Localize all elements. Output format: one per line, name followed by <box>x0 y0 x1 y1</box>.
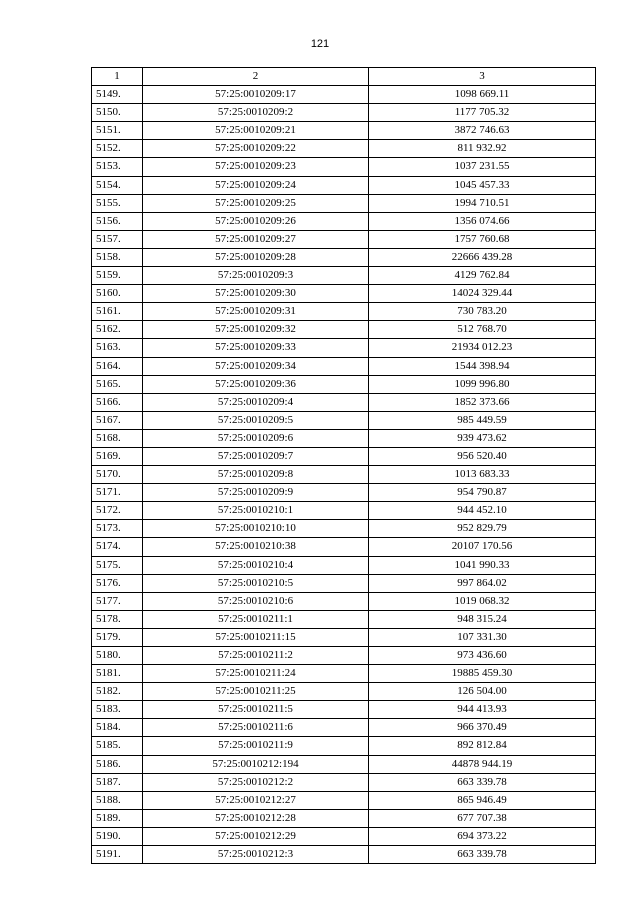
row-number-cell: 5161. <box>92 303 143 321</box>
table-row <box>92 303 596 321</box>
table-row <box>92 375 596 393</box>
row-number-cell: 5155. <box>92 194 143 212</box>
row-number-cell: 5185. <box>92 737 143 755</box>
table-row <box>92 556 596 574</box>
row-number-cell: 5183. <box>92 701 143 719</box>
cadastral-number-cell: 57:25:0010211:15 <box>143 628 369 646</box>
cadastral-number-cell: 57:25:0010209:31 <box>143 303 369 321</box>
row-number-cell: 5176. <box>92 574 143 592</box>
cadastral-value-cell: 512 768.70 <box>369 321 596 339</box>
cadastral-value-cell: 997 864.02 <box>369 574 596 592</box>
table-row <box>92 86 596 104</box>
table-row <box>92 104 596 122</box>
cadastral-value-cell: 811 932.92 <box>369 140 596 158</box>
cadastral-value-cell: 19885 459.30 <box>369 665 596 683</box>
table-row <box>92 484 596 502</box>
cadastral-value-cell: 865 946.49 <box>369 791 596 809</box>
cadastral-value-cell: 107 331.30 <box>369 628 596 646</box>
row-number-cell: 5180. <box>92 647 143 665</box>
table-row <box>92 502 596 520</box>
cadastral-number-cell: 57:25:0010210:6 <box>143 592 369 610</box>
cadastral-value-cell: 1019 068.32 <box>369 592 596 610</box>
cadastral-value-cell: 1177 705.32 <box>369 104 596 122</box>
cadastral-number-cell: 57:25:0010209:36 <box>143 375 369 393</box>
cadastral-value-cell: 1852 373.66 <box>369 393 596 411</box>
cadastral-value-cell: 1356 074.66 <box>369 212 596 230</box>
cadastral-number-cell: 57:25:0010209:8 <box>143 466 369 484</box>
cadastral-number-cell: 57:25:0010209:24 <box>143 176 369 194</box>
row-number-cell: 5157. <box>92 230 143 248</box>
cadastral-value-cell: 952 829.79 <box>369 520 596 538</box>
column-header-value: 3 <box>369 68 596 86</box>
table-row <box>92 321 596 339</box>
cadastral-value-cell: 677 707.38 <box>369 809 596 827</box>
table-row <box>92 393 596 411</box>
cadastral-value-cell: 4129 762.84 <box>369 267 596 285</box>
table-row <box>92 429 596 447</box>
table-row <box>92 267 596 285</box>
row-number-cell: 5154. <box>92 176 143 194</box>
table-row <box>92 628 596 646</box>
table-row <box>92 357 596 375</box>
cadastral-value-cell: 1099 996.80 <box>369 375 596 393</box>
cadastral-value-cell: 985 449.59 <box>369 411 596 429</box>
row-number-cell: 5189. <box>92 809 143 827</box>
cadastral-number-cell: 57:25:0010209:26 <box>143 212 369 230</box>
cadastral-number-cell: 57:25:0010212:29 <box>143 827 369 845</box>
table-row <box>92 665 596 683</box>
row-number-cell: 5168. <box>92 429 143 447</box>
cadastral-number-cell: 57:25:0010210:1 <box>143 502 369 520</box>
cadastral-value-cell: 3872 746.63 <box>369 122 596 140</box>
cadastral-value-cell: 22666 439.28 <box>369 248 596 266</box>
row-number-cell: 5150. <box>92 104 143 122</box>
cadastral-value-cell: 1037 231.55 <box>369 158 596 176</box>
row-number-cell: 5174. <box>92 538 143 556</box>
row-number-cell: 5188. <box>92 791 143 809</box>
cadastral-number-cell: 57:25:0010210:38 <box>143 538 369 556</box>
table-row <box>92 447 596 465</box>
row-number-cell: 5149. <box>92 86 143 104</box>
cadastral-value-cell: 663 339.78 <box>369 773 596 791</box>
row-number-cell: 5190. <box>92 827 143 845</box>
table-row <box>92 737 596 755</box>
row-number-cell: 5178. <box>92 610 143 628</box>
cadastral-number-cell: 57:25:0010209:30 <box>143 285 369 303</box>
cadastral-value-cell: 948 315.24 <box>369 610 596 628</box>
cadastral-value-cell: 944 452.10 <box>369 502 596 520</box>
table-row <box>92 158 596 176</box>
row-number-cell: 5172. <box>92 502 143 520</box>
cadastral-value-cell: 14024 329.44 <box>369 285 596 303</box>
table-row <box>92 212 596 230</box>
table-row <box>92 610 596 628</box>
row-number-cell: 5191. <box>92 846 143 864</box>
row-number-cell: 5166. <box>92 393 143 411</box>
row-number-cell: 5184. <box>92 719 143 737</box>
row-number-cell: 5187. <box>92 773 143 791</box>
cadastral-number-cell: 57:25:0010209:28 <box>143 248 369 266</box>
cadastral-number-cell: 57:25:0010209:3 <box>143 267 369 285</box>
cadastral-number-cell: 57:25:0010209:17 <box>143 86 369 104</box>
cadastral-value-cell: 1994 710.51 <box>369 194 596 212</box>
table-header-row <box>92 68 596 86</box>
cadastral-value-cell: 966 370.49 <box>369 719 596 737</box>
cadastral-number-cell: 57:25:0010209:4 <box>143 393 369 411</box>
table-row <box>92 683 596 701</box>
cadastral-number-cell: 57:25:0010212:27 <box>143 791 369 809</box>
row-number-cell: 5160. <box>92 285 143 303</box>
row-number-cell: 5169. <box>92 447 143 465</box>
cadastral-number-cell: 57:25:0010209:27 <box>143 230 369 248</box>
table-row <box>92 827 596 845</box>
table-row <box>92 574 596 592</box>
row-number-cell: 5162. <box>92 321 143 339</box>
cadastral-value-cell: 694 373.22 <box>369 827 596 845</box>
table-row <box>92 592 596 610</box>
table-row <box>92 538 596 556</box>
cadastral-number-cell: 57:25:0010211:2 <box>143 647 369 665</box>
cadastral-number-cell: 57:25:0010211:25 <box>143 683 369 701</box>
table-row <box>92 466 596 484</box>
cadastral-value-cell: 939 473.62 <box>369 429 596 447</box>
cadastral-value-cell: 126 504.00 <box>369 683 596 701</box>
cadastral-number-cell: 57:25:0010209:25 <box>143 194 369 212</box>
row-number-cell: 5179. <box>92 628 143 646</box>
cadastral-value-table <box>91 67 596 864</box>
cadastral-number-cell: 57:25:0010210:10 <box>143 520 369 538</box>
cadastral-number-cell: 57:25:0010209:22 <box>143 140 369 158</box>
cadastral-value-cell: 944 413.93 <box>369 701 596 719</box>
row-number-cell: 5163. <box>92 339 143 357</box>
row-number-cell: 5151. <box>92 122 143 140</box>
cadastral-number-cell: 57:25:0010211:1 <box>143 610 369 628</box>
table-row <box>92 846 596 864</box>
cadastral-number-cell: 57:25:0010212:3 <box>143 846 369 864</box>
table-row <box>92 520 596 538</box>
cadastral-value-cell: 44878 944.19 <box>369 755 596 773</box>
cadastral-number-cell: 57:25:0010211:9 <box>143 737 369 755</box>
cadastral-value-cell: 1544 398.94 <box>369 357 596 375</box>
cadastral-value-cell: 1013 683.33 <box>369 466 596 484</box>
row-number-cell: 5152. <box>92 140 143 158</box>
cadastral-number-cell: 57:25:0010209:23 <box>143 158 369 176</box>
table-row <box>92 248 596 266</box>
row-number-cell: 5156. <box>92 212 143 230</box>
row-number-cell: 5175. <box>92 556 143 574</box>
cadastral-value-cell: 1041 990.33 <box>369 556 596 574</box>
row-number-cell: 5165. <box>92 375 143 393</box>
table-row <box>92 176 596 194</box>
table-row <box>92 339 596 357</box>
cadastral-value-cell: 1098 669.11 <box>369 86 596 104</box>
table-row <box>92 719 596 737</box>
cadastral-value-cell: 1757 760.68 <box>369 230 596 248</box>
cadastral-number-cell: 57:25:0010211:24 <box>143 665 369 683</box>
row-number-cell: 5173. <box>92 520 143 538</box>
table-row <box>92 194 596 212</box>
table-row <box>92 230 596 248</box>
cadastral-value-cell: 20107 170.56 <box>369 538 596 556</box>
row-number-cell: 5159. <box>92 267 143 285</box>
row-number-cell: 5167. <box>92 411 143 429</box>
cadastral-value-cell: 956 520.40 <box>369 447 596 465</box>
cadastral-value-cell: 1045 457.33 <box>369 176 596 194</box>
cadastral-value-cell: 892 812.84 <box>369 737 596 755</box>
table-row <box>92 411 596 429</box>
row-number-cell: 5170. <box>92 466 143 484</box>
column-header-cadastral-number: 2 <box>143 68 369 86</box>
cadastral-number-cell: 57:25:0010212:28 <box>143 809 369 827</box>
row-number-cell: 5186. <box>92 755 143 773</box>
cadastral-number-cell: 57:25:0010209:21 <box>143 122 369 140</box>
cadastral-value-cell: 21934 012.23 <box>369 339 596 357</box>
table-row <box>92 809 596 827</box>
cadastral-number-cell: 57:25:0010212:194 <box>143 755 369 773</box>
cadastral-number-cell: 57:25:0010209:6 <box>143 429 369 447</box>
table-row <box>92 701 596 719</box>
table-row <box>92 755 596 773</box>
table-row <box>92 285 596 303</box>
cadastral-number-cell: 57:25:0010209:9 <box>143 484 369 502</box>
cadastral-number-cell: 57:25:0010209:34 <box>143 357 369 375</box>
cadastral-number-cell: 57:25:0010209:33 <box>143 339 369 357</box>
cadastral-number-cell: 57:25:0010209:5 <box>143 411 369 429</box>
cadastral-value-cell: 730 783.20 <box>369 303 596 321</box>
row-number-cell: 5164. <box>92 357 143 375</box>
table-row <box>92 140 596 158</box>
table-row <box>92 773 596 791</box>
row-number-cell: 5153. <box>92 158 143 176</box>
cadastral-value-cell: 954 790.87 <box>369 484 596 502</box>
page-number: 121 <box>310 38 330 50</box>
cadastral-number-cell: 57:25:0010211:5 <box>143 701 369 719</box>
cadastral-number-cell: 57:25:0010209:7 <box>143 447 369 465</box>
row-number-cell: 5177. <box>92 592 143 610</box>
table-row <box>92 647 596 665</box>
cadastral-number-cell: 57:25:0010209:2 <box>143 104 369 122</box>
cadastral-value-cell: 973 436.60 <box>369 647 596 665</box>
row-number-cell: 5158. <box>92 248 143 266</box>
table-body <box>92 86 596 864</box>
table-row <box>92 122 596 140</box>
cadastral-number-cell: 57:25:0010210:5 <box>143 574 369 592</box>
table-row <box>92 791 596 809</box>
cadastral-number-cell: 57:25:0010210:4 <box>143 556 369 574</box>
cadastral-number-cell: 57:25:0010209:32 <box>143 321 369 339</box>
cadastral-value-cell: 663 339.78 <box>369 846 596 864</box>
row-number-cell: 5181. <box>92 665 143 683</box>
cadastral-number-cell: 57:25:0010212:2 <box>143 773 369 791</box>
row-number-cell: 5171. <box>92 484 143 502</box>
cadastral-number-cell: 57:25:0010211:6 <box>143 719 369 737</box>
column-header-number: 1 <box>92 68 143 86</box>
row-number-cell: 5182. <box>92 683 143 701</box>
